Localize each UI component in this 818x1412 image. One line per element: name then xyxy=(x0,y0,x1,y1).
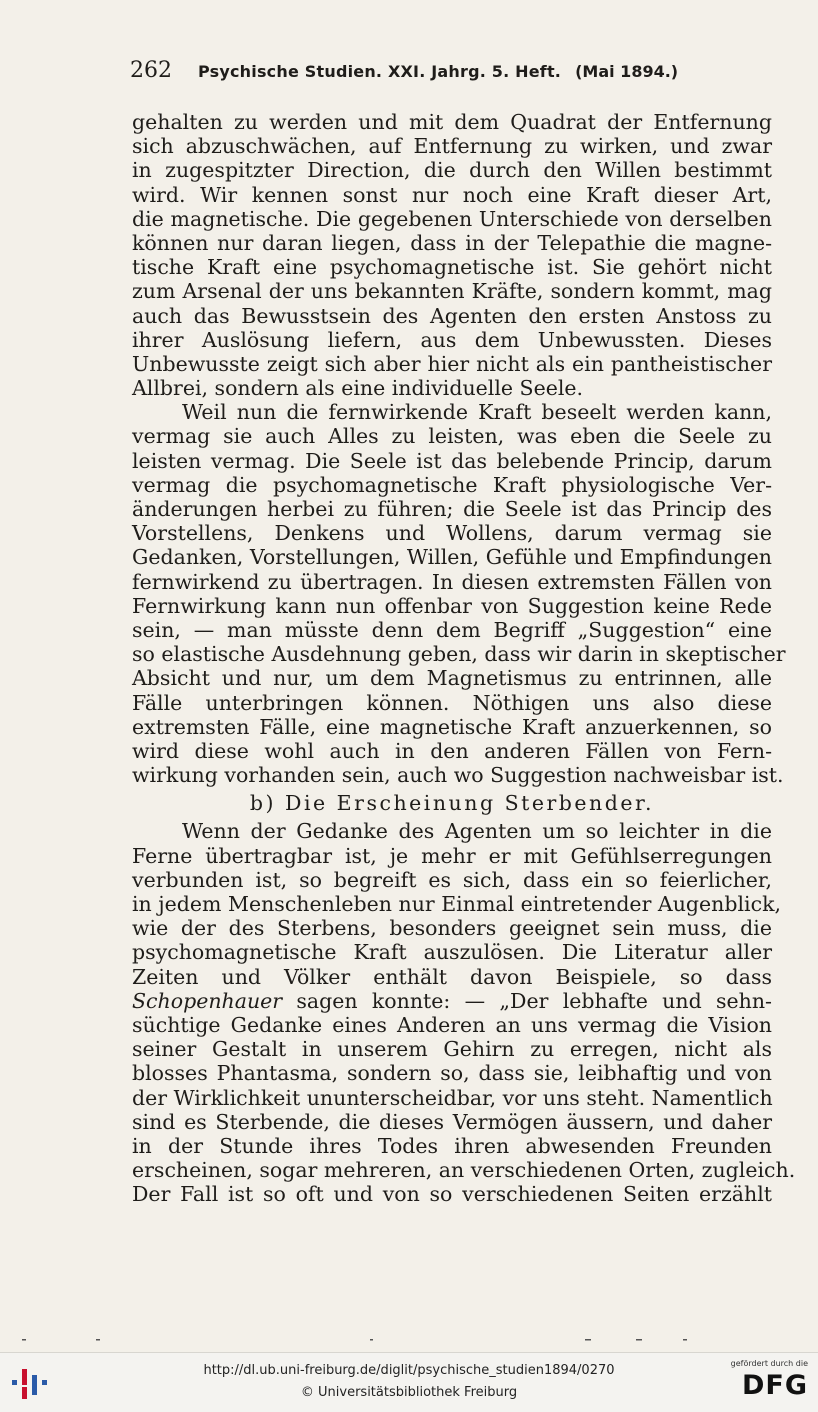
text-line: seiner Gestalt in unserem Gehirn zu erregen, nicht als xyxy=(132,1037,772,1062)
text-line: sein, — man müsste denn dem Begriff „Suggestion“ eine xyxy=(132,617,772,642)
text-line: der Wirklichkeit ununterscheidbar, vor uns steht. Namentlich xyxy=(132,1085,773,1110)
italic-name: Schopenhauer xyxy=(132,988,283,1013)
text-line: in jedem Menschenleben nur Einmal eintretender Augenblick, xyxy=(132,892,782,916)
text-line: Fernwirkung kann nun offenbar von Suggestion keine Rede xyxy=(132,593,772,618)
dfg-logo: DFG xyxy=(741,1370,808,1401)
text-line: süchtige Gedanke eines Anderen an uns vermag die Vision xyxy=(132,1012,772,1037)
text-line: vermag die psychomagnetische Kraft physiologische Ver- xyxy=(132,472,772,497)
text-line: leisten vermag. Die Seele ist das belebende Princip, darum xyxy=(132,448,772,473)
text-line: sind es Sterbende, die dieses Vermögen äussern, und daher xyxy=(132,1109,772,1134)
text-line: psychomagnetische Kraft auszulösen. Die Literatur aller xyxy=(132,940,772,965)
text-line: Wenn der Gedanke des Agenten um so leichter in die xyxy=(182,819,772,844)
page-header xyxy=(130,58,710,83)
text-line: änderungen herbei zu führen; die Seele ist das Princip des xyxy=(132,497,772,521)
text-line-rest: sagen konnte: — „Der lebhafte und sehn- xyxy=(296,988,772,1013)
text-line: Vorstellens, Denkens und Wollens, darum vermag sie xyxy=(132,521,772,546)
text-line: wie der des Sterbens, besonders geeignet sein muss, die xyxy=(132,916,772,941)
text-line: erscheinen, sogar mehreren, an verschiedenen Orten, zugleich. xyxy=(132,1158,796,1183)
scan-artifacts xyxy=(0,1335,818,1345)
text-line: auch das Bewusstsein des Agenten den ersten Anstoss zu xyxy=(132,303,772,328)
text-line: so elastische Ausdehnung geben, dass wir darin in skeptischer xyxy=(132,642,786,667)
text-line: zum Arsenal der uns bekannten Kräfte, sondern kommt, mag xyxy=(132,279,772,304)
text-line: sich abzuschwächen, auf Entfernung zu wirken, und zwar xyxy=(132,134,772,159)
text-line: Absicht und nur, um dem Magnetismus zu entrinnen, alle xyxy=(132,666,772,691)
text-line: die magnetische. Die gegebenen Unterschiede von derselben xyxy=(132,206,772,231)
text-line: können nur daran liegen, dass in der Telepathie die magne- xyxy=(132,230,772,255)
page-body xyxy=(132,110,796,1207)
text-line: vermag sie auch Alles zu leisten, was eben die Seele zu xyxy=(132,424,772,449)
text-line: Unbewusste zeigt sich aber hier nicht als ein pantheistischer xyxy=(132,351,772,376)
text-line: in zugespitzter Direction, die durch den Willen bestimmt xyxy=(132,158,772,183)
text-line xyxy=(132,989,772,1013)
text-line: fernwirkend zu übertragen. In diesen extremsten Fällen von xyxy=(132,569,772,594)
copyright-notice: © Universitätsbibliothek Freiburg xyxy=(300,1385,518,1400)
text-line: blosses Phantasma, sondern so, dass sie, leibhaftig und von xyxy=(132,1061,772,1086)
section-heading: b) Die Erscheinung Sterbender. xyxy=(249,791,655,816)
text-line: Gedanken, Vorstellungen, Willen, Gefühle und Empfindungen xyxy=(132,545,772,570)
text-line: Fälle unterbringen können. Nöthigen uns also diese xyxy=(132,690,772,715)
dfg-caption: gefördert durch die xyxy=(730,1359,808,1368)
issue-date: (Mai 1894.) xyxy=(575,62,679,81)
text-line: Ferne übertragbar ist, je mehr er mit Gefühlserregungen xyxy=(132,843,772,868)
text-line: tische Kraft eine psychomagnetische ist. Sie gehört nicht xyxy=(132,255,772,280)
page-url[interactable]: http://dl.ub.uni-freiburg.de/diglit/psychische_studien1894/0270 xyxy=(203,1363,615,1378)
text-line: gehalten zu werden und mit dem Quadrat der Entfernung xyxy=(132,110,772,134)
text-line: Der Fall ist so oft und von so verschiedenen Seiten erzählt xyxy=(132,1182,772,1207)
text-line: Zeiten und Völker enthält davon Beispiele, so dass xyxy=(132,964,772,989)
text-line: Allbrei, sondern als eine individuelle Seele. xyxy=(132,376,584,401)
text-line: verbunden ist, so begreift es sich, dass ein so feierlicher, xyxy=(132,867,772,892)
page-number: 262 xyxy=(130,58,172,83)
text-line: wird. Wir kennen sonst nur noch eine Kraft dieser Art, xyxy=(132,182,772,207)
text-line: ihrer Auslösung liefern, aus dem Unbewussten. Dieses xyxy=(132,327,772,352)
text-line: wirkung vorhanden sein, auch wo Suggestion nachweisbar ist. xyxy=(132,763,784,788)
text-line: in der Stunde ihres Todes ihren abwesenden Freunden xyxy=(132,1133,772,1158)
text-line: extremsten Fälle, eine magnetische Kraft anzuerkennen, so xyxy=(132,714,772,739)
text-line: wird diese wohl auch in den anderen Fällen von Fern- xyxy=(132,738,772,763)
running-title: Psychische Studien. XXI. Jahrg. 5. Heft. xyxy=(198,62,562,81)
text-line: Weil nun die fernwirkende Kraft beseelt werden kann, xyxy=(182,400,772,425)
viewer-footer xyxy=(0,1352,818,1412)
